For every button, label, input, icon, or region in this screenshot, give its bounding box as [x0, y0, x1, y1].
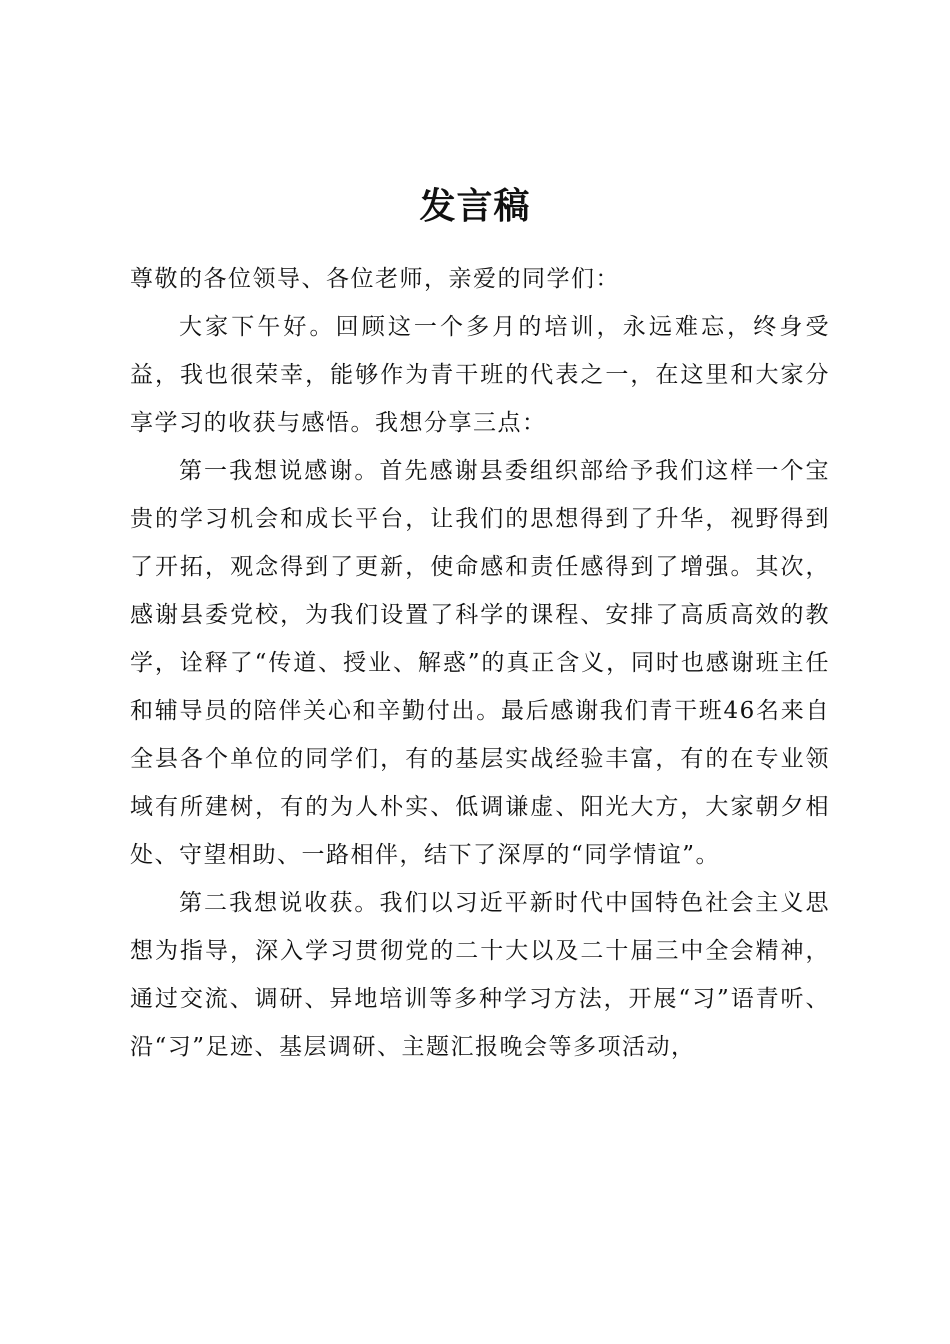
document-body [130, 255, 830, 1071]
paragraph-gratitude: 第一我想说感谢。首先感谢县委组织部给予我们这样一个宝贵的学习机会和成长平台，让我们的思想得到了升华，视野得到了开拓，观念得到了更新，使命感和责任感得到了增强。其次，感谢县委党校，为我们设置了科学的课程、安排了高质高效的教学，诠释了“传道、授业、解惑”的真正含义，同时也感谢班主任和辅导员的陪伴关心和辛勤付出。最后感谢我们青干班46名来自全县各个单位的同学们，有的基层实战经验丰富，有的在专业领域有所建树，有的为人朴实、低调谦虚、阳光大方，大家朝夕相处、守望相助、一路相伴，结下了深厚的“同学情谊”。 [130, 458, 830, 868]
paragraph-opening: 大家下午好。回顾这一个多月的培训，永远难忘，终身受益，我也很荣幸，能够作为青干班的代表之一，在这里和大家分享学习的收获与感悟。我想分享三点： [130, 314, 830, 436]
salutation: 尊敬的各位领导、各位老师，亲爱的同学们： [130, 266, 620, 292]
document-title: 发言稿 [419, 185, 531, 227]
paragraph-harvest: 第二我想说收获。我们以习近平新时代中国特色社会主义思想为指导，深入学习贯彻党的二十大以及二十届三中全会精神，通过交流、调研、异地培训等多种学习方法，开展“习”语青听、沿“习”足迹、基层调研、主题汇报晚会等多项活动， [130, 890, 830, 1060]
